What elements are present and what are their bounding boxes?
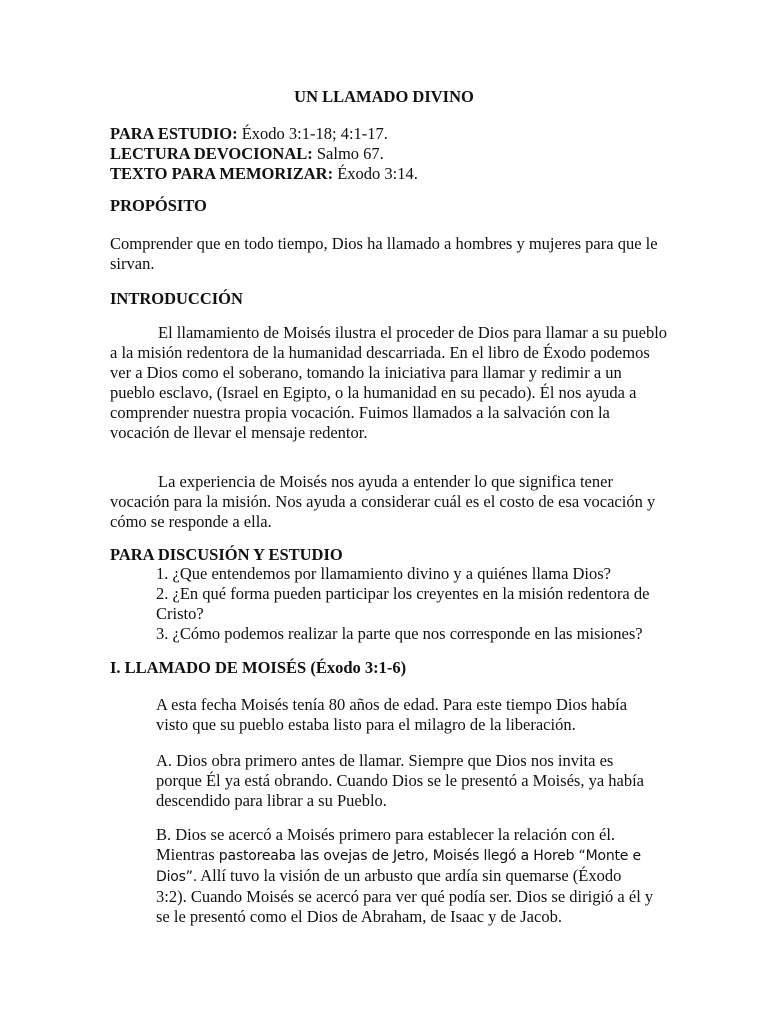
handwritten-style-text: pastoreaba las ovejas de Jetro, Moisés llegó a Horeb “Monte e Dios”.	[156, 848, 641, 885]
list-item: 1. ¿Que entendemos por llamamiento divino y a quiénes llama Dios?	[156, 564, 612, 583]
reference-study: PARA ESTUDIO: Éxodo 3:1-18; 4:1-17.	[110, 124, 388, 143]
discussion-heading: PARA DISCUSIÓN Y ESTUDIO	[110, 545, 343, 564]
introduction-paragraph-2: La experiencia de Moisés nos ayuda a entender lo que significa tener vocación para la misión. Nos ayuda a considerar cuál es el costo de esa vocación y cómo se responde a ella.	[110, 472, 656, 531]
introduction-heading: INTRODUCCIÓN	[110, 289, 243, 308]
list-item: 2. ¿En qué forma pueden participar los creyentes en la misión redentora de Cristo?	[156, 584, 650, 623]
section-1-point-a: A. Dios obra primero antes de llamar. Siempre que Dios nos invita es porque Él ya está obrando. Cuando Dios se le presentó a Moisés, ya había descendido para librar a su Pueblo.	[156, 751, 644, 810]
references-block	[110, 124, 670, 184]
section-1-heading: I. LLAMADO DE MOISÉS (Éxodo 3:1-6)	[110, 658, 407, 677]
introduction-paragraph-1: El llamamiento de Moisés ilustra el proceder de Dios para llamar a su pueblo a la misión redentora de la humanidad descarriada. En el libro de Éxodo podemos ver a Dios como el soberano, tomando la iniciativa para llamar y redimir a un pueblo esclavo, (Israel en Egipto, o la humanidad en su pecado). Él nos ayuda a comprender nuestra propia vocación. Fuimos llamados a la salvación con la vocación de llevar el mensaje redentor.	[110, 323, 668, 442]
reference-devotional: LECTURA DEVOCIONAL: Salmo 67.	[110, 144, 384, 163]
list-item: 3. ¿Cómo podemos realizar la parte que nos corresponde en las misiones?	[156, 624, 643, 643]
document-title: UN LLAMADO DIVINO	[294, 87, 474, 106]
purpose-text: Comprender que en todo tiempo, Dios ha llamado a hombres y mujeres para que le sirvan.	[110, 234, 658, 273]
reference-memorize: TEXTO PARA MEMORIZAR: Éxodo 3:14.	[110, 164, 418, 183]
discussion-questions	[156, 564, 656, 644]
purpose-heading: PROPÓSITO	[110, 196, 207, 215]
section-1-point-b: B. Dios se acercó a Moisés primero para establecer la relación con él. Mientras pastoreaba las ovejas de Jetro, Moisés llegó a Horeb “Monte e Dios”. Allí tuvo la visión de un arbusto que ardía sin quemarse (Éxodo 3:2). Cuando Moisés se acercó para ver qué podía ser. Dios se dirigió a él y se le presentó como el Dios de Abraham, de Isaac y de Jacob.	[156, 825, 654, 926]
section-1-paragraph: A esta fecha Moisés tenía 80 años de edad. Para este tiempo Dios había visto que su pueblo estaba listo para el milagro de la liberación.	[156, 695, 628, 734]
